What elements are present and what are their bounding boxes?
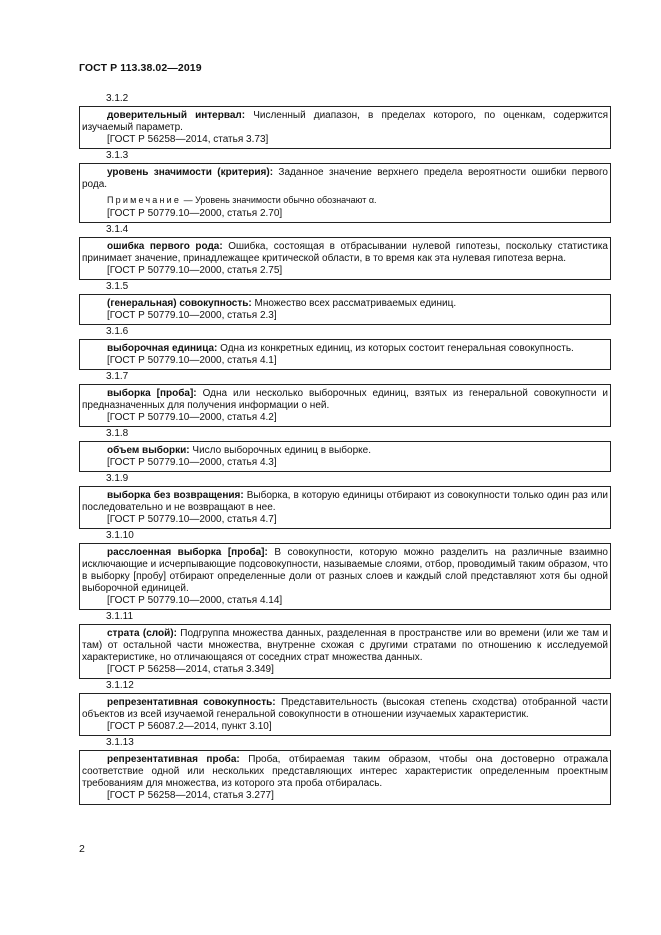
term-number: 3.1.10 — [106, 530, 134, 541]
term-number: 3.1.9 — [106, 473, 129, 484]
term-entry — [79, 693, 611, 736]
term-definition: Представительность (высокая степень сходства) отобранной части объектов из всей изучаемой генеральной совокупности в отношении изучаемых характеристик. — [82, 697, 608, 720]
term-number: 3.1.4 — [106, 224, 129, 235]
term-number: 3.1.13 — [106, 737, 134, 748]
definition-paragraph — [82, 697, 608, 721]
definition-paragraph — [82, 241, 608, 265]
term-number: 3.1.8 — [106, 428, 129, 439]
definition-paragraph — [82, 628, 608, 664]
term-reference: [ГОСТ Р 50779.10—2000, статья 4.7] — [107, 514, 277, 525]
term-entry — [79, 163, 611, 223]
terms-list — [79, 93, 611, 806]
term-number: 3.1.2 — [106, 93, 129, 104]
term-name: репрезентативная проба: — [107, 754, 240, 765]
term-number: 3.1.3 — [106, 150, 129, 161]
term-definition: В совокупности, которую можно разделить на различные взаимно исключающие и исчерпывающие подсовокупности, называемые слоями, отбор, проводимый таким образом, что в выборку [пробу] отбирают определенные доли от разных слоев и каждый слой представляют хотя бы одной выборочной единицей. — [82, 547, 608, 594]
term-definition: Численный диапазон, в пределах которого, по оценкам, содержится изучаемый параметр. — [82, 110, 608, 133]
term-number: 3.1.6 — [106, 326, 129, 337]
term-number: 3.1.7 — [106, 371, 129, 382]
term-note — [82, 193, 608, 207]
term-name: выборка [проба]: — [107, 388, 197, 399]
term-entry — [79, 339, 611, 370]
definition-paragraph — [82, 490, 608, 514]
term-reference: [ГОСТ Р 56258—2014, статья 3.277] — [107, 790, 274, 801]
term-name: выборка без возвращения: — [107, 490, 244, 501]
term-name: ошибка первого рода: — [107, 241, 223, 252]
term-name: уровень значимости (критерия): — [107, 167, 274, 178]
term-number: 3.1.11 — [106, 611, 134, 622]
term-entry — [79, 543, 611, 610]
term-reference: [ГОСТ Р 50779.10—2000, статья 2.70] — [107, 208, 283, 219]
definition-paragraph — [82, 167, 608, 191]
term-definition: Проба, отбираемая таким образом, чтобы она достоверно отражала соответствие одной или нескольких представляющих интерес характеристик определенным проектным требованиям для множества, из которого эта проба отбиралась. — [82, 754, 609, 789]
definition-paragraph — [82, 388, 608, 412]
term-entry — [79, 106, 611, 149]
note-label: Примечание — [107, 195, 182, 205]
term-definition: Одна из конкретных единиц, из которых состоит генеральная совокупность. — [217, 343, 574, 354]
term-entry — [79, 486, 611, 529]
term-reference: [ГОСТ Р 50779.10—2000, статья 4.14] — [107, 595, 283, 606]
term-entry — [79, 237, 611, 280]
definition-paragraph — [82, 547, 608, 595]
term-number: 3.1.5 — [106, 281, 129, 292]
term-definition: Множество всех рассматриваемых единиц. — [251, 298, 457, 309]
definition-paragraph — [82, 754, 608, 790]
definition-paragraph — [82, 445, 608, 457]
term-reference: [ГОСТ Р 50779.10—2000, статья 2.75] — [107, 265, 283, 276]
term-name: страта (слой): — [107, 628, 177, 639]
term-reference: [ГОСТ Р 56258—2014, статья 3.349] — [107, 664, 274, 675]
term-entry — [79, 750, 611, 805]
term-definition: Выборка, в которую единицы отбирают из совокупности только один раз или последовательно и не возвращают в нее. — [82, 490, 608, 513]
term-definition: Число выборочных единиц в выборке. — [189, 445, 371, 456]
note-text: — Уровень значимости обычно обозначают α. — [181, 195, 377, 205]
definition-paragraph — [82, 343, 608, 355]
term-name: расслоенная выборка [проба]: — [107, 547, 268, 558]
term-reference: [ГОСТ Р 50779.10—2000, статья 4.1] — [107, 355, 277, 366]
term-definition: Подгруппа множества данных, разделенная в пространстве или во времени (или же там и там) от остальной части множества, внутренне схожая с другими стратами по отношению к исследуемой характеристике, но отличающаяся от соседних страт множества данных. — [82, 628, 608, 663]
term-definition: Ошибка, состоящая в отбрасывании нулевой гипотезы, поскольку статистика принимает значение, принадлежащее критической области, в то время как эта нулевая гипотеза верна. — [82, 241, 608, 264]
term-entry — [79, 294, 611, 325]
term-definition: Одна или несколько выборочных единиц, взятых из генеральной совокупности и предназначенных для получения информации о ней. — [82, 388, 608, 411]
term-name: (генеральная) совокупность: — [107, 298, 252, 309]
definition-paragraph — [82, 110, 608, 134]
term-entry — [79, 441, 611, 472]
term-number: 3.1.12 — [106, 680, 134, 691]
term-reference: [ГОСТ Р 56258—2014, статья 3.73] — [107, 134, 269, 145]
term-reference: [ГОСТ Р 50779.10—2000, статья 4.2] — [107, 412, 277, 423]
term-entry — [79, 624, 611, 679]
term-name: выборочная единица: — [107, 343, 218, 354]
term-entry — [79, 384, 611, 427]
term-reference: [ГОСТ Р 50779.10—2000, статья 4.3] — [107, 457, 277, 468]
definition-paragraph — [82, 298, 608, 310]
term-name: доверительный интервал: — [107, 110, 246, 121]
term-name: объем выборки: — [107, 445, 190, 456]
term-definition: Заданное значение верхнего предела вероятности ошибки первого рода. — [82, 167, 608, 190]
page-number: 2 — [79, 843, 85, 855]
term-reference: [ГОСТ Р 50779.10—2000, статья 2.3] — [107, 310, 277, 321]
term-reference: [ГОСТ Р 56087.2—2014, пункт 3.10] — [107, 721, 272, 732]
document-header: ГОСТ Р 113.38.02—2019 — [79, 62, 202, 74]
term-name: репрезентативная совокупность: — [107, 697, 276, 708]
